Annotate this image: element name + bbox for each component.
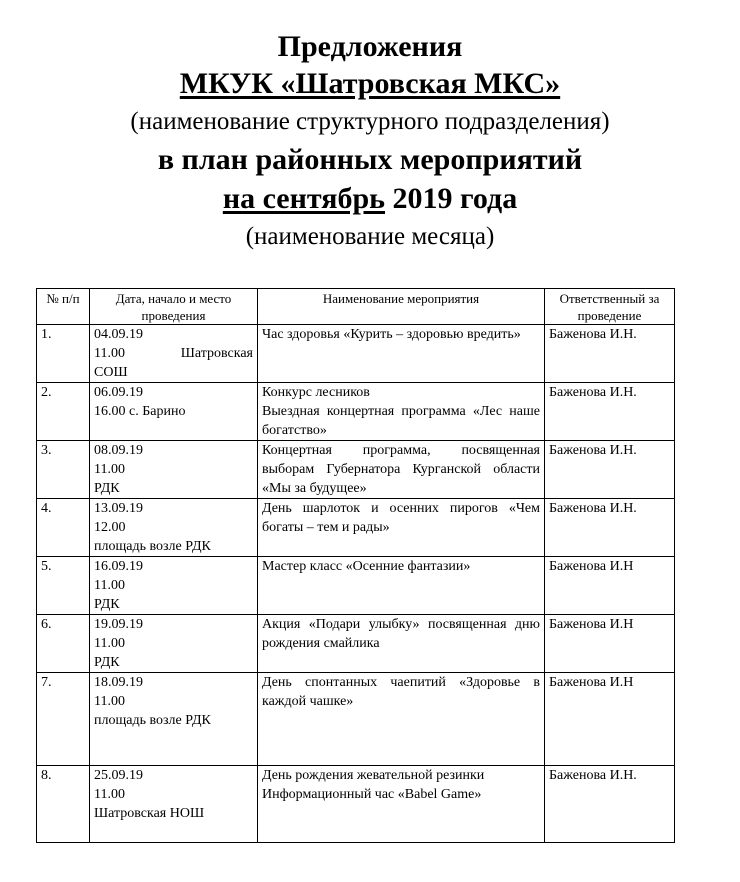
table-row [37,673,675,766]
plan-line: в план районных мероприятий [157,143,583,176]
table-header-row [37,289,675,325]
event-name: День спонтанных чаепитий «Здоровье в каждой чашке» [258,673,545,766]
table-row [37,557,675,615]
event-name [258,766,545,843]
date-line: 08.09.19 [94,443,143,458]
date-line: 11.00 [94,578,125,593]
event-date-place [90,673,258,766]
responsible-person: Баженова И.Н. [545,383,675,441]
event-name: День шарлоток и осенних пирогов «Чем богаты – тем и рады» [258,499,545,557]
responsible-person: Баженова И.Н [545,615,675,673]
date-line: РДК [94,481,120,496]
document-title: Предложения [277,30,463,63]
table-row [37,441,675,499]
date-line: 11.00 [94,636,125,651]
organization-hint: (наименование структурного подразделения) [130,108,610,135]
date-line: 16.09.19 [94,559,143,574]
responsible-person: Баженова И.Н [545,557,675,615]
date-line: СОШ [94,365,128,380]
events-table [36,288,675,843]
column-header-responsible: Ответственный за проведение [545,289,675,325]
event-name: Акция «Подари улыбку» посвященная дню рождения смайлика [258,615,545,673]
event-name [258,383,545,441]
column-header-date: Дата, начало и место проведения [90,289,258,325]
event-date-place [90,499,258,557]
date-line: 25.09.19 [94,768,143,783]
responsible-person: Баженова И.Н. [545,325,675,383]
responsible-person: Баженова И.Н. [545,499,675,557]
row-number: 6. [37,615,90,673]
date-line: РДК [94,597,120,612]
event-name-line: День рождения жевательной резинки [262,768,485,783]
month-name: на сентябрь [222,182,385,215]
row-number: 7. [37,673,90,766]
date-line: 11.00 Шатровская [94,346,253,361]
event-date-place [90,383,258,441]
event-date-place [90,557,258,615]
date-line: 16.00 с. Барино [94,404,186,419]
table-row [37,499,675,557]
event-name-line: Выездная концертная программа «Лес наше богатство» [262,404,540,438]
month-line [0,182,740,216]
date-line: 04.09.19 [94,327,143,342]
table-row [37,766,675,843]
table-row [37,325,675,383]
date-line: 06.09.19 [94,385,143,400]
row-number: 1. [37,325,90,383]
event-name-line: Конкурс лесников [262,385,370,400]
month-year: 2019 года [385,182,518,215]
date-line: площадь возле РДК [94,539,211,554]
table-row [37,615,675,673]
responsible-person: Баженова И.Н. [545,441,675,499]
table-row [37,383,675,441]
event-date-place [90,766,258,843]
date-line: Шатровская НОШ [94,806,205,821]
event-date-place [90,325,258,383]
row-number: 4. [37,499,90,557]
event-name-line: Информационный час «Babel Game» [262,787,482,802]
event-date-place [90,441,258,499]
responsible-person: Баженова И.Н. [545,766,675,843]
date-line: площадь возле РДК [94,713,211,728]
date-line: 18.09.19 [94,675,143,690]
column-header-event: Наименование мероприятия [258,289,545,325]
row-number: 2. [37,383,90,441]
date-line: 11.00 [94,787,125,802]
organization-name: МКУК «Шатровская МКС» [179,67,561,100]
event-name: Мастер класс «Осенние фантазии» [258,557,545,615]
date-line: 12.00 [94,520,126,535]
row-number: 8. [37,766,90,843]
month-hint: (наименование месяца) [245,223,495,250]
date-line: 19.09.19 [94,617,143,632]
row-number: 5. [37,557,90,615]
event-name: Концертная программа, посвященная выборам Губернатора Курганской области «Мы за будущее» [258,441,545,499]
event-name: Час здоровья «Курить – здоровью вредить» [258,325,545,383]
responsible-person: Баженова И.Н [545,673,675,766]
date-line: 11.00 [94,694,125,709]
event-date-place [90,615,258,673]
date-line: РДК [94,655,120,670]
column-header-number: № п/п [37,289,90,325]
date-line: 11.00 [94,462,125,477]
row-number: 3. [37,441,90,499]
date-line: 13.09.19 [94,501,143,516]
